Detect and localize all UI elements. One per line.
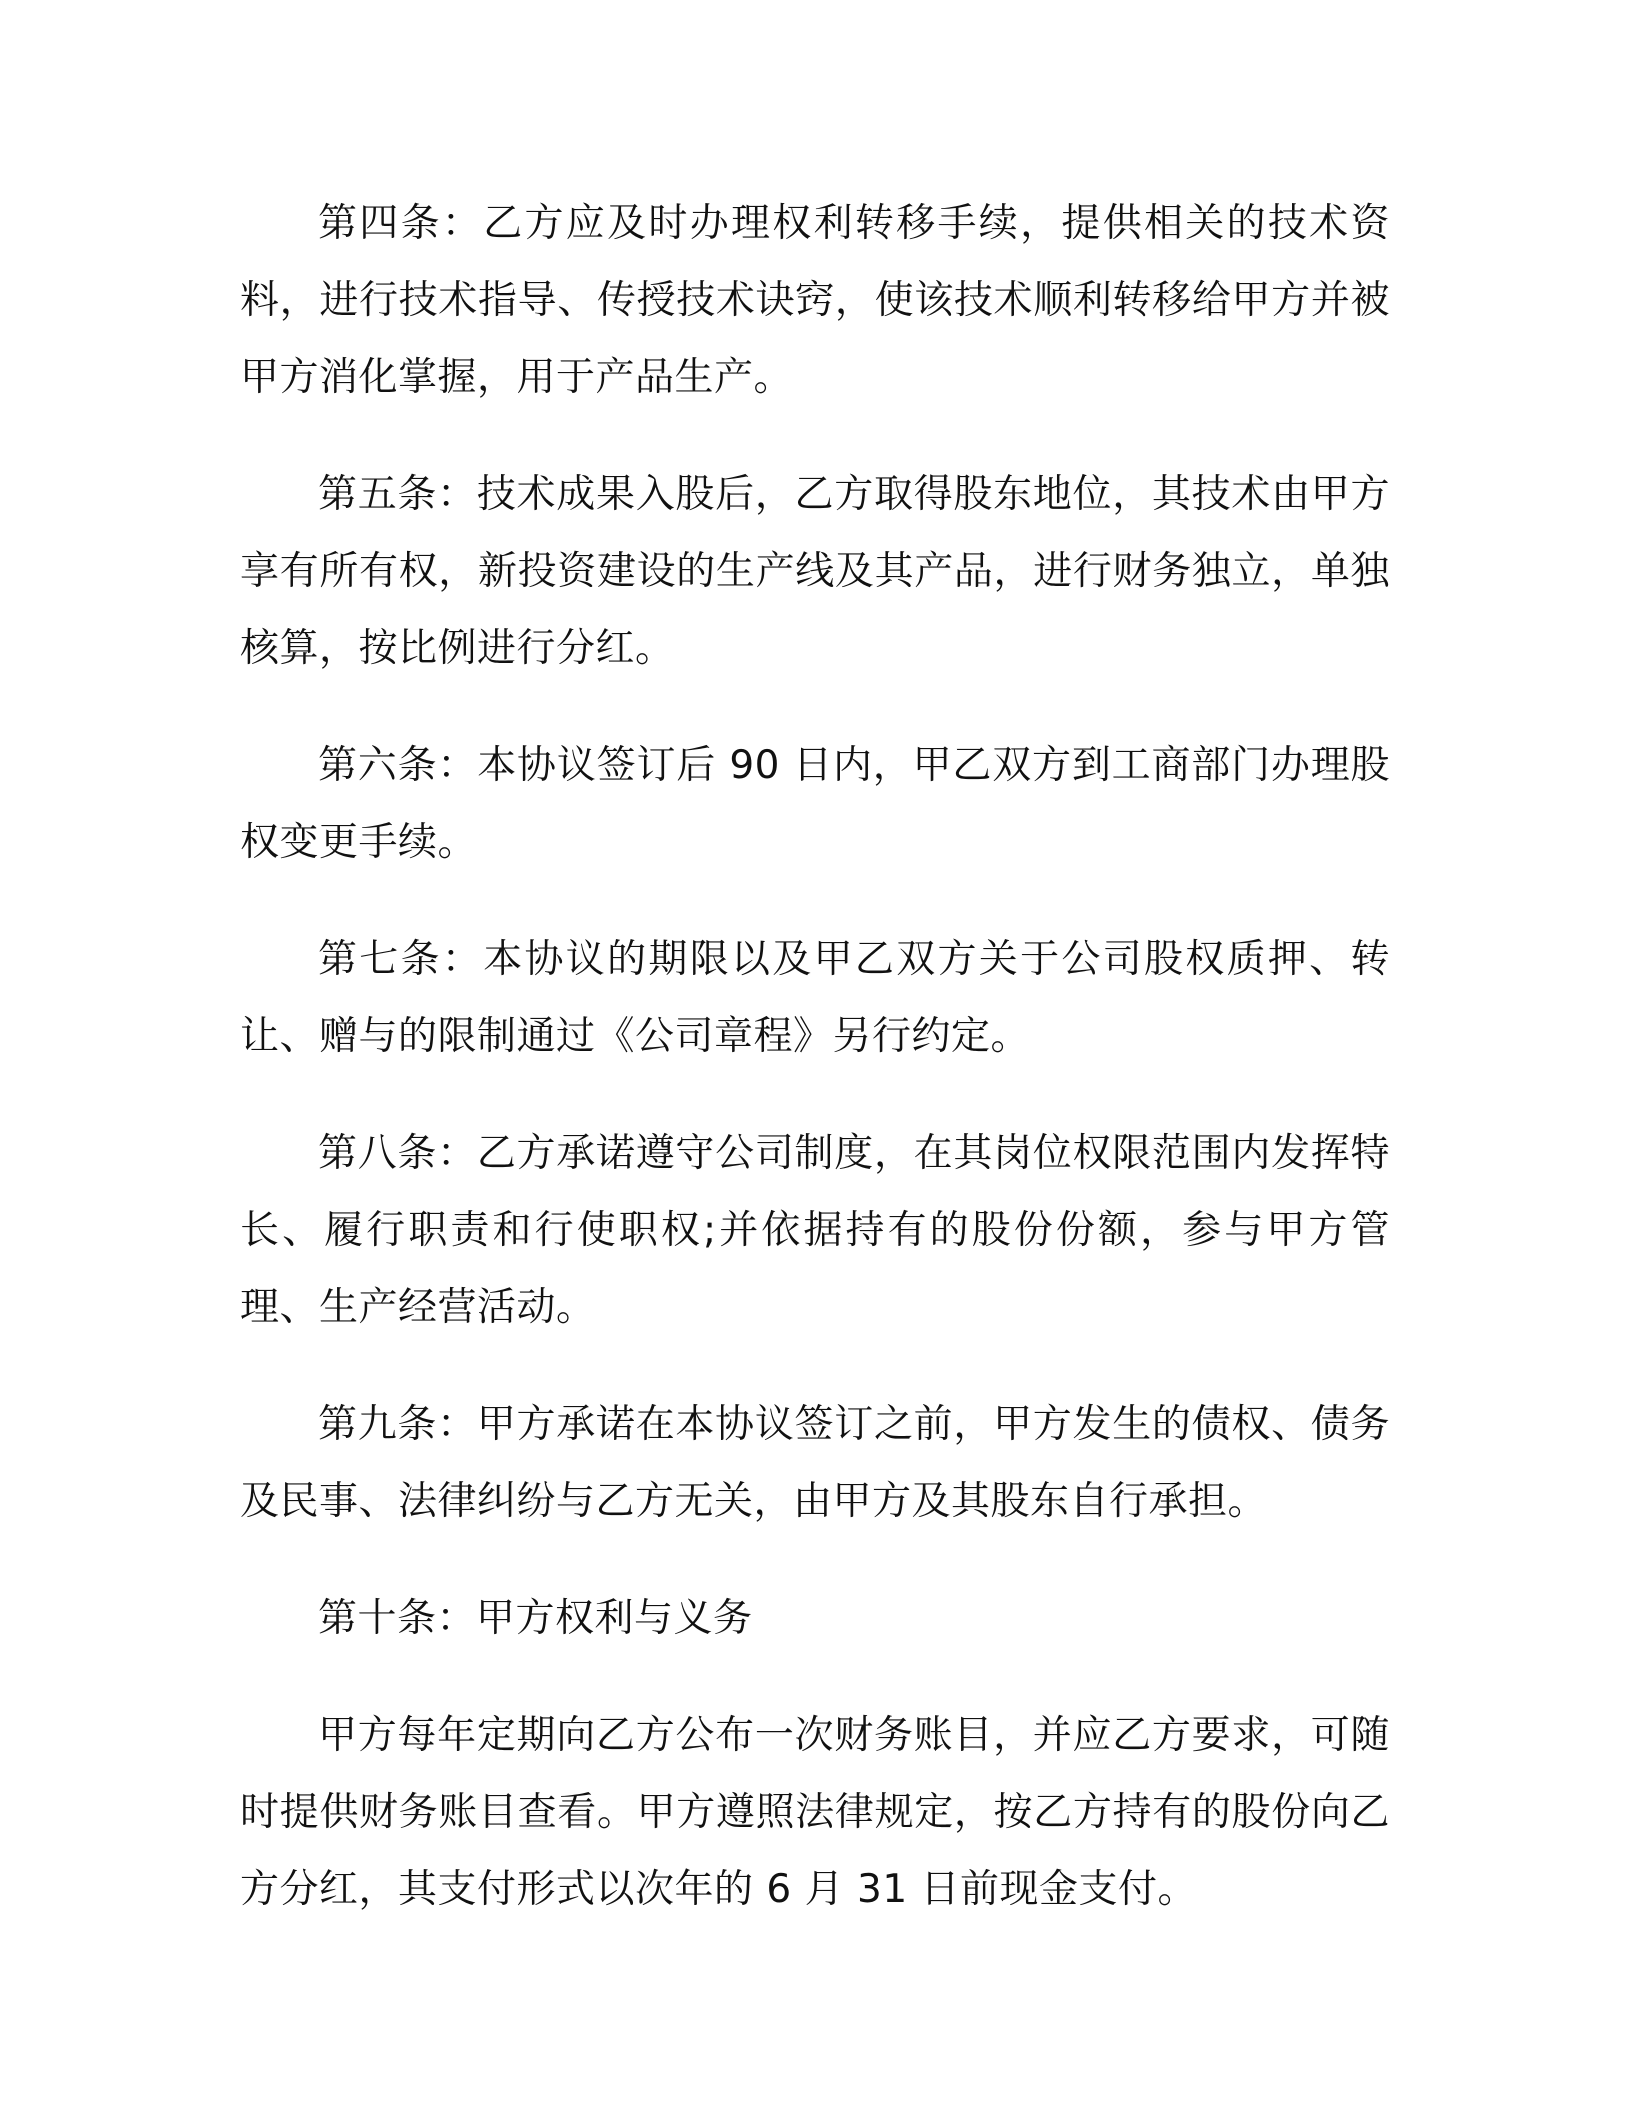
article-7-paragraph: 第七条：本协议的期限以及甲乙双方关于公司股权质押、转让、赠与的限制通过《公司章程》另行约定。 — [240, 937, 1390, 1059]
article-8-paragraph: 第八条：乙方承诺遵守公司制度，在其岗位权限范围内发挥特长、履行职责和行使职权;并依据持有的股份份额，参与甲方管理、生产经营活动。 — [240, 1131, 1390, 1330]
article-4-paragraph: 第四条：乙方应及时办理权利转移手续，提供相关的技术资料，进行技术指导、传授技术诀窍，使该技术顺利转移给甲方并被甲方消化掌握，用于产品生产。 — [240, 201, 1390, 400]
article-5-paragraph: 第五条：技术成果入股后，乙方取得股东地位，其技术由甲方享有所有权，新投资建设的生产线及其产品，进行财务独立，单独核算，按比例进行分红。 — [240, 472, 1390, 671]
article-10-heading: 第十条：甲方权利与义务 — [318, 1596, 753, 1641]
article-10-body-paragraph: 甲方每年定期向乙方公布一次财务账目，并应乙方要求，可随时提供财务账目查看。甲方遵照法律规定，按乙方持有的股份向乙方分红，其支付形式以次年的 6 月 31 日前现金支付。 — [240, 1713, 1390, 1912]
article-6-paragraph: 第六条：本协议签订后 90 日内，甲乙双方到工商部门办理股权变更手续。 — [240, 743, 1390, 865]
document-body — [240, 185, 1390, 1968]
article-9-paragraph: 第九条：甲方承诺在本协议签订之前，甲方发生的债权、债务及民事、法律纠纷与乙方无关，由甲方及其股东自行承担。 — [240, 1402, 1390, 1524]
